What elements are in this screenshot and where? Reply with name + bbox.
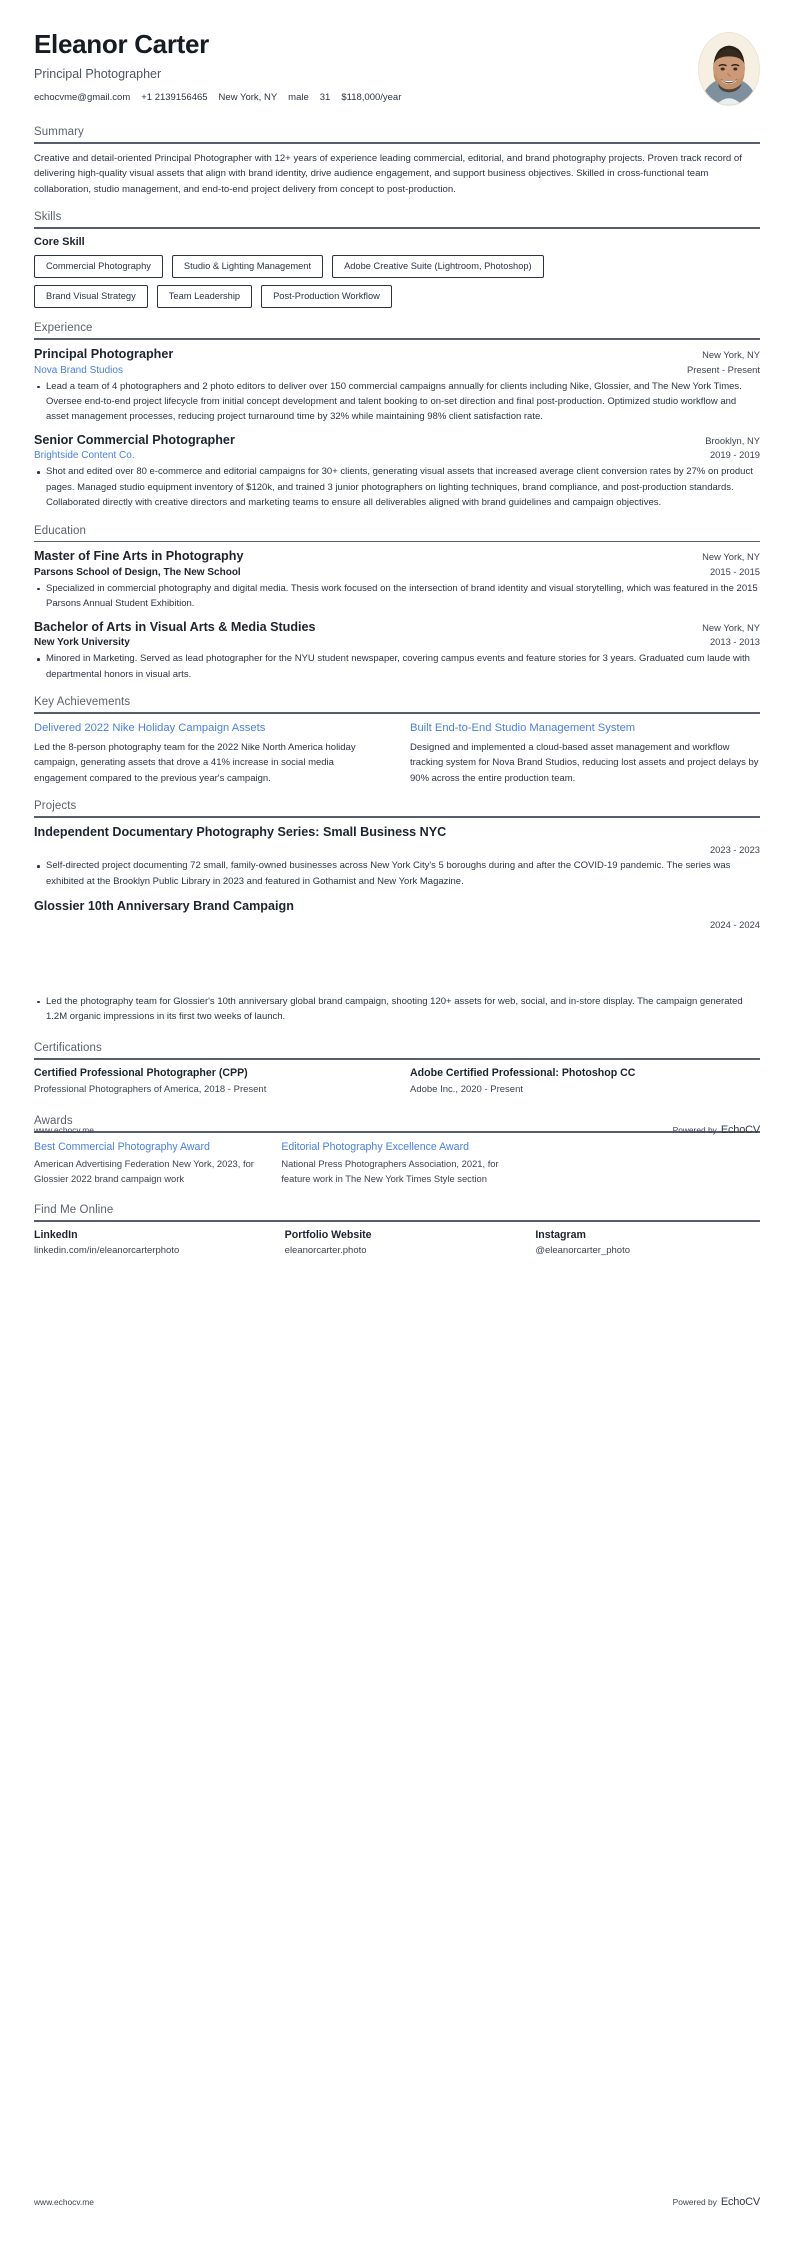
list-item: Led the photography team for Glossier's 10th anniversary global brand campaign, shooting 120+ assets for web, social, and in-store display. The campaign generated 1.2M organic impressions in its first two weeks of launch. — [34, 994, 760, 1025]
experience-bullets — [34, 379, 760, 425]
education-entry — [34, 620, 760, 682]
section-divider — [34, 338, 760, 340]
awards-grid — [34, 1140, 760, 1186]
skill-chip[interactable]: Post-Production Workflow — [261, 285, 392, 308]
section-projects — [34, 800, 760, 930]
online-item-linkedin — [34, 1229, 259, 1256]
project-dates: 2023 - 2023 — [709, 844, 760, 856]
header-identity — [34, 30, 680, 103]
achievements-heading: Key Achievements — [34, 696, 131, 709]
experience-location: New York, NY — [702, 348, 760, 360]
skill-chip[interactable]: Team Leadership — [157, 285, 252, 308]
award-item — [281, 1140, 512, 1186]
education-location: New York, NY — [702, 551, 760, 563]
education-dates: 2015 - 2015 — [709, 565, 760, 577]
contact-phone[interactable]: +1 2139156465 — [141, 92, 208, 104]
achievements-grid — [34, 721, 760, 786]
skill-chip[interactable]: Brand Visual Strategy — [34, 285, 148, 308]
certifications-heading: Certifications — [34, 1042, 102, 1055]
contact-salary: $118,000/year — [341, 92, 402, 104]
education-dates: 2013 - 2013 — [709, 636, 760, 648]
skills-heading: Skills — [34, 211, 62, 224]
page-footer — [0, 2196, 794, 2208]
experience-entry — [34, 433, 760, 511]
certification-issuer: Professional Photographers of America, 2018 - Present — [34, 1083, 267, 1095]
award-name[interactable]: Editorial Photography Excellence Award — [281, 1140, 469, 1153]
certification-item — [34, 1067, 384, 1097]
section-divider — [34, 712, 760, 714]
online-heading: Find Me Online — [34, 1204, 114, 1217]
education-location: New York, NY — [702, 621, 760, 633]
online-value[interactable]: @eleanorcarter_photo — [535, 1244, 631, 1256]
experience-role: Senior Commercial Photographer — [34, 432, 235, 447]
contact-gender: male — [288, 92, 309, 104]
certification-name: Certified Professional Photographer (CPP) — [34, 1067, 248, 1080]
award-detail: National Press Photographers Association, 2021, for feature work in The New York Times Style section — [281, 1157, 499, 1184]
experience-entry — [34, 347, 760, 425]
contact-row — [34, 92, 680, 103]
certification-item — [410, 1067, 760, 1097]
education-heading: Education — [34, 524, 87, 537]
brand-name: EchoCV — [720, 1124, 760, 1136]
contact-email[interactable]: echocvme@gmail.com — [34, 92, 131, 104]
project-name: Independent Documentary Photography Series: Small Business NYC — [34, 824, 447, 839]
education-school: Parsons School of Design, The New School — [34, 566, 241, 578]
award-detail: American Advertising Federation New York, 2023, for Glossier 2022 brand campaign work — [34, 1157, 254, 1184]
section-summary — [34, 126, 760, 197]
skill-chip-list — [34, 285, 760, 308]
online-grid — [34, 1229, 760, 1256]
project-entry — [34, 825, 760, 889]
contact-age: 31 — [319, 92, 331, 104]
footer-site-url[interactable]: www.echocv.me — [34, 2197, 94, 2207]
skill-group-label: Core Skill — [34, 235, 85, 248]
education-degree: Bachelor of Arts in Visual Arts & Media Studies — [34, 619, 316, 634]
skill-chip[interactable]: Commercial Photography — [34, 255, 163, 278]
skill-chip[interactable]: Adobe Creative Suite (Lightroom, Photoshop) — [332, 255, 544, 278]
avatar — [698, 32, 760, 106]
achievement-item — [34, 721, 384, 786]
project-bullets — [34, 858, 760, 889]
project-name: Glossier 10th Anniversary Brand Campaign — [34, 899, 294, 913]
section-divider — [34, 1058, 760, 1060]
education-bullets — [34, 581, 760, 612]
online-label: LinkedIn — [34, 1228, 78, 1241]
online-item-portfolio — [285, 1229, 510, 1256]
experience-dates: 2019 - 2019 — [709, 449, 760, 461]
page-title: Eleanor Carter — [34, 29, 209, 59]
award-item-empty — [529, 1140, 760, 1186]
resume-header — [34, 0, 760, 112]
skill-chip[interactable]: Studio & Lighting Management — [172, 255, 323, 278]
section-skills — [34, 211, 760, 308]
certification-name: Adobe Certified Professional: Photoshop CC — [410, 1067, 636, 1080]
experience-role: Principal Photographer — [34, 346, 174, 361]
avatar-portrait-icon — [699, 33, 759, 105]
section-experience — [34, 322, 760, 510]
project-dates: 2024 - 2024 — [709, 918, 760, 930]
education-bullets — [34, 651, 760, 682]
education-school: New York University — [34, 637, 130, 649]
section-find-me-online — [34, 1204, 760, 1256]
experience-company[interactable]: Nova Brand Studios — [34, 364, 123, 376]
online-value[interactable]: linkedin.com/in/eleanorcarterphoto — [34, 1244, 180, 1256]
awards-heading: Awards — [34, 1115, 73, 1128]
section-key-achievements — [34, 696, 760, 786]
list-item: Minored in Marketing. Served as lead photographer for the NYU student newspaper, covering campus events and feature stories for 3 years. Graduated cum laude with departmental honors in visual arts. — [34, 651, 760, 682]
online-label: Portfolio Website — [284, 1228, 372, 1241]
education-entry — [34, 549, 760, 611]
award-name[interactable]: Best Commercial Photography Award — [34, 1140, 210, 1153]
experience-heading: Experience — [34, 322, 93, 335]
achievement-title[interactable]: Built End-to-End Studio Management System — [410, 721, 636, 734]
projects-heading: Projects — [34, 799, 77, 812]
powered-by-label: Powered by — [672, 2197, 717, 2207]
brand-name: EchoCV — [720, 2196, 760, 2208]
summary-text: Creative and detail-oriented Principal Photographer with 12+ years of experience leading commercial, editorial, and brand photography projects. Proven track record of delivering high-quality visual assets that align with brand identity, drive audience engagement, and support business objectives. Skilled in cross-functional team collaboration, studio management, and end-to-end project delivery from concept to post-production. — [34, 152, 742, 195]
powered-by — [673, 1124, 760, 1136]
section-divider — [34, 541, 760, 543]
certifications-grid — [34, 1067, 760, 1097]
certification-issuer: Adobe Inc., 2020 - Present — [410, 1083, 524, 1095]
experience-company[interactable]: Brightside Content Co. — [34, 450, 135, 462]
achievement-title[interactable]: Delivered 2022 Nike Holiday Campaign Assets — [34, 721, 266, 734]
achievement-item — [410, 721, 760, 786]
job-headline: Principal Photographer — [34, 66, 162, 81]
section-divider — [34, 142, 760, 144]
education-degree: Master of Fine Arts in Photography — [34, 549, 244, 564]
skill-chip-list — [34, 255, 760, 278]
section-divider — [34, 1220, 760, 1222]
avatar-container — [698, 32, 760, 106]
section-education — [34, 525, 760, 683]
award-item — [34, 1140, 265, 1186]
footer-site-url[interactable]: www.echocv.me — [34, 1125, 94, 1135]
achievement-description: Led the 8-person photography team for the 2022 Nike North America holiday campaign, generating assets that drove a 41% increase in social media engagement compared to the previous year's campaign. — [34, 741, 356, 784]
powered-by — [673, 2196, 760, 2208]
online-value[interactable]: eleanorcarter.photo — [284, 1244, 367, 1256]
project-bullets-continued — [34, 994, 760, 1025]
section-certifications — [34, 1042, 760, 1097]
section-divider — [34, 816, 760, 818]
experience-bullets — [34, 464, 760, 510]
achievement-description: Designed and implemented a cloud-based asset management and workflow tracking system for Nova Brand Studios, reducing lost assets and project delays by 90% across the entire production team. — [410, 741, 759, 784]
list-item: Lead a team of 4 photographers and 2 photo editors to deliver over 150 commercial campaigns annually for clients including Nike, Glossier, and The New York Times. Oversee end-to-end project lifecycle from initial concept development and talent booking to on-set direction and final post-production. Optimized studio workflow and asset management processes, reducing project turnaround time by 32% while maintaining 98% client satisfaction rate. — [34, 379, 760, 425]
page-footer — [0, 1124, 794, 1136]
contact-location: New York, NY — [218, 92, 278, 104]
experience-location: Brooklyn, NY — [705, 434, 760, 446]
project-entry — [34, 899, 760, 930]
list-item: Self-directed project documenting 72 small, family-owned businesses across New York City's 5 boroughs during and after the COVID-19 pandemic. The series was exhibited at the Brooklyn Public Library in 2023 and featured in Gothamist and New York Magazine. — [34, 858, 760, 889]
summary-heading: Summary — [34, 126, 84, 138]
powered-by-label: Powered by — [672, 1125, 717, 1135]
experience-dates: Present - Present — [687, 363, 760, 375]
section-divider — [34, 227, 760, 229]
online-item-instagram — [535, 1229, 760, 1256]
online-label: Instagram — [535, 1228, 586, 1241]
list-item: Specialized in commercial photography and digital media. Thesis work focused on the intersection of brand identity and visual storytelling, which was featured in the 2015 Parsons Annual Student Exhibition. — [34, 581, 760, 612]
list-item: Shot and edited over 80 e-commerce and editorial campaigns for 30+ clients, generating visual assets that increased average client conversion rates by 27% on product pages. Managed studio equipment inventory of $120k, and trained 3 junior photographers on lighting techniques, brand compliance, and post-production standards. Collaborated directly with creative directors and marketing teams to ensure all deliverables aligned with brand guidelines and campaign objectives. — [34, 464, 760, 510]
